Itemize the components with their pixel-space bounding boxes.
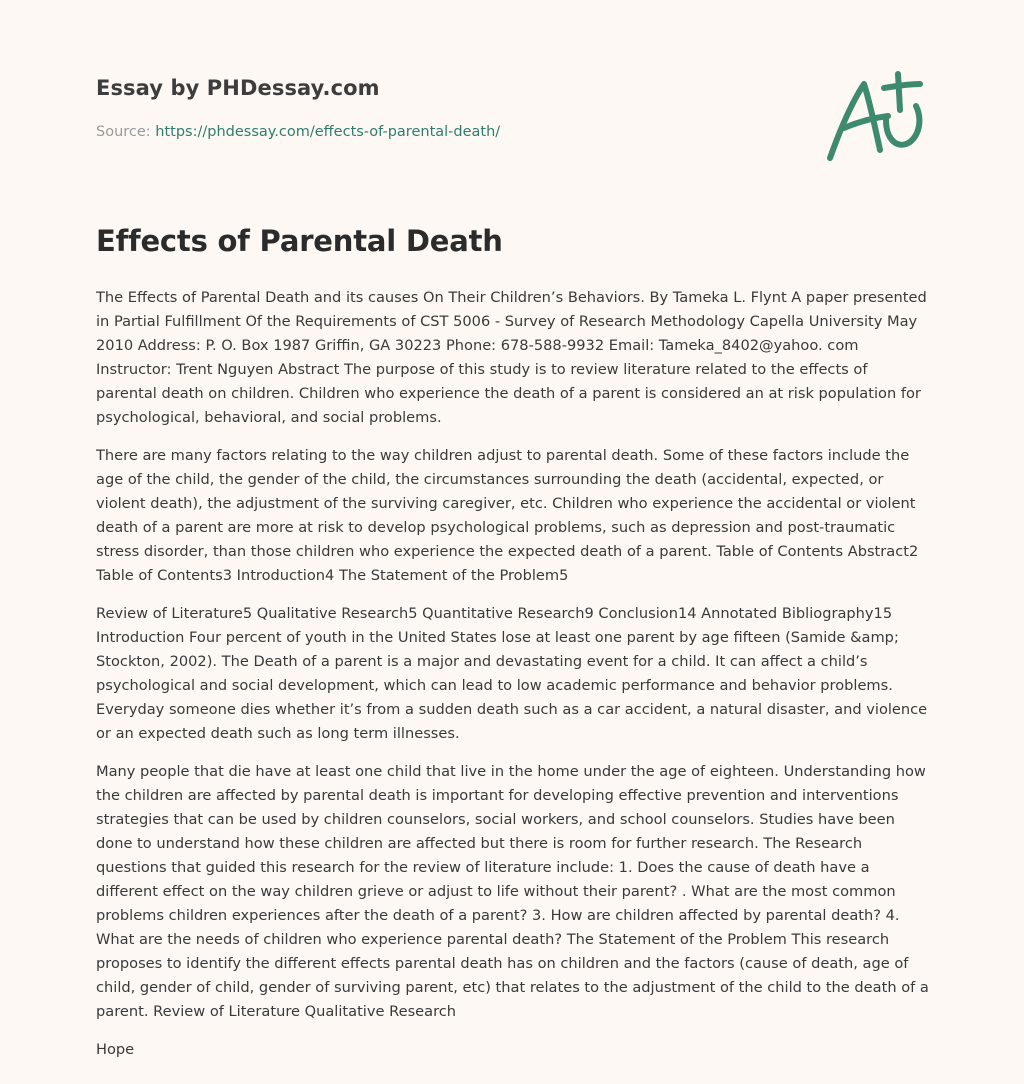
site-title: Essay by PHDessay.com — [96, 76, 380, 100]
essay-paragraph: Many people that die have at least one child that live in the home under the age of eighteen. Understanding how the children are affected by parental death is important for developing effective prevention and interventions strategies that can be used by children counselors, social workers, and school counselors. Studies have been done to understand how these children are affected but there is room for further research. The Research questions that guided this research for the review of literature include: 1. Does the cause of death have a different effect on the way children grieve or adjust to life without their parent? . What are the most common problems children experiences after the death of a parent? 3. How are children affected by parental death? 4. What are the needs of children who experience parental death? The Statement of the Problem This research proposes to identify the different effects parental death has on children and the factors (cause of death, age of child, gender of child, gender of surviving parent, etc) that relates to the adjustment of the child to the death of a parent. Review of Literature Qualitative Research — [96, 763, 929, 1020]
source-line — [96, 124, 500, 140]
essay-paragraph: There are many factors relating to the way children adjust to parental death. Some of these factors include the age of the child, the gender of the child, the circumstances surrounding the death (accidental, expected, or violent death), the adjustment of the surviving caregiver, etc. Children who experience the accidental or violent death of a parent are more at risk to develop psychological problems, such as depression and post-traumatic stress disorder, than those children who experience the expected death of a parent. Table of Contents Abstract2 Table of Contents3 Introduction4 The Statement of the Problem5 — [96, 447, 919, 584]
page-header — [96, 0, 932, 190]
source-label: Source: — [96, 124, 156, 140]
essay-body — [96, 286, 932, 1076]
essay-paragraph: Hope — [96, 1041, 135, 1058]
essay-title: Effects of Parental Death — [96, 224, 503, 258]
essay-paragraph: The Effects of Parental Death and its causes On Their Children’s Behaviors. By Tameka L. Flynt A paper presented in Partial Fulfillment Of the Requirements of CST 5006 - Survey of Research Methodology Capella University May 2010 Address: P. O. Box 1987 Griffin, GA 30223 Phone: 678-588-9932 Email: Tameka_8402@yahoo. com Instructor: Trent Nguyen Abstract The purpose of this study is to review literature related to the effects of parental death on children. Children who experience the death of a parent is considered an at risk population for psychological, behavioral, and social problems. — [96, 289, 927, 426]
essay-page — [96, 0, 932, 1058]
a-plus-logo — [824, 66, 928, 166]
source-link[interactable]: https://phdessay.com/effects-of-parental-death/ — [155, 124, 501, 140]
essay-paragraph: Review of Literature5 Qualitative Research5 Quantitative Research9 Conclusion14 Annotated Bibliography15 Introduction Four percent of youth in the United States lose at least one parent by age fifteen (Samide &amp; Stockton, 2002). The Death of a parent is a major and devastating event for a child. It can affect a child’s psychological and social development, which can lead to low academic performance and behavior problems. Everyday someone dies whether it’s from a sudden death such as a car accident, a natural disaster, and violence or an expected death such as long term illnesses. — [96, 605, 928, 742]
